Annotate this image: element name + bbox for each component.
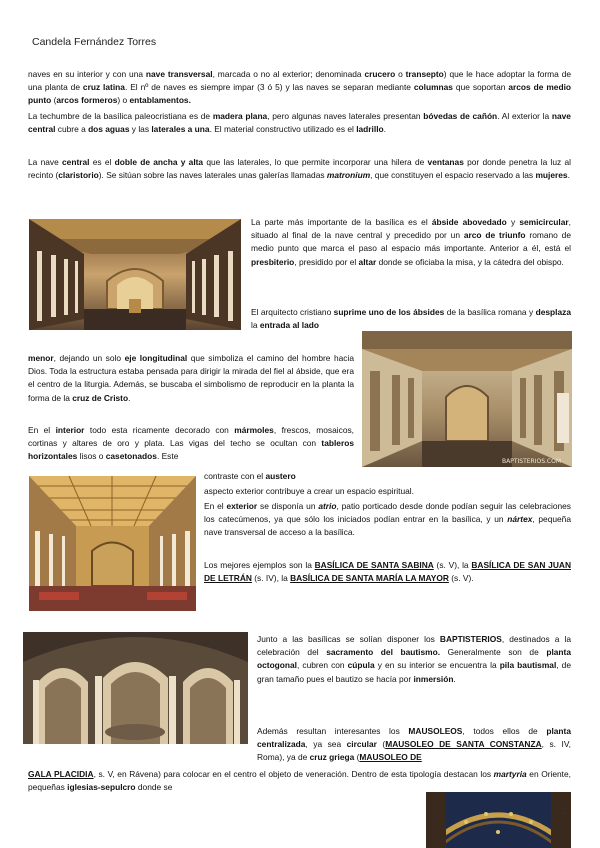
text-run: austero	[265, 471, 296, 481]
text-run: .	[383, 124, 386, 135]
text-run: aspecto exterior contribuye a crear un espacio espiritual.	[204, 486, 414, 496]
text-run: La parte más importante de la basílica es el	[251, 217, 432, 227]
text-run: Los mejores ejemplos son la	[204, 560, 315, 570]
text-run: GALA PLACIDIA	[28, 769, 94, 779]
interior-san-juan-photo	[362, 331, 572, 467]
text-run: En el	[28, 425, 56, 435]
basilica-interior-photo	[362, 331, 572, 467]
baptistery-photo	[23, 632, 248, 744]
text-run: madera plana	[212, 111, 268, 121]
text-run: mujeres	[535, 170, 568, 181]
text-run: , todos ellos de	[462, 726, 547, 736]
text-run: En el	[204, 501, 227, 511]
coffered-ceiling-photo	[29, 476, 196, 611]
paragraph-menor	[28, 352, 354, 405]
text-run: , marcada o no al exterior; denominada	[212, 69, 365, 79]
text-run: , que constituyen el espacio reservado a las	[370, 170, 536, 181]
text-run: cubre a	[55, 124, 89, 135]
techo-casetonado-photo	[29, 476, 196, 611]
text-run: o	[395, 69, 406, 79]
page-number: 2	[562, 806, 568, 816]
text-run: nave central	[28, 111, 571, 135]
text-run: columnas	[413, 82, 453, 93]
text-run: ) que le hace adoptar la forma de una planta de	[28, 69, 572, 93]
text-run: Junto a las basílicas se solían disponer los	[257, 634, 440, 644]
text-run: en Oriente, pequeñas	[28, 769, 571, 793]
text-run: tableros horizontales	[28, 438, 354, 462]
text-run: donde se oficiaba la misa, y la cátedra del obispo.	[376, 256, 564, 267]
text-run: arcos formeros	[56, 95, 118, 106]
text-run: MAUSOLEOS	[408, 726, 463, 736]
text-run: (	[354, 752, 360, 763]
paragraph-interior	[28, 424, 354, 464]
text-run: .	[453, 673, 456, 684]
text-run: , s. V, en Rávena) para colocar en el centro el objeto de veneración. Dentro de esta tipología destacan los	[93, 769, 494, 779]
author-header: Candela Fernández Torres	[32, 36, 157, 48]
text-run: que simboliza el camino del hombre hacia Dios. Toda la estructura estaba pensada para dirigir la mirada del fiel al ábside, que era el centro de la liturgia. Además, se buscaba el simbolismo de reproducir en la planta la forma de la	[28, 353, 355, 403]
text-run: y las	[129, 124, 152, 135]
paragraph-nave-central	[28, 156, 571, 182]
text-run: casetonados	[105, 451, 157, 462]
paragraph-mausoleos	[257, 725, 571, 765]
text-run: doble de ancha y alta	[114, 157, 204, 167]
text-run: la	[251, 320, 260, 331]
text-run: donde se	[135, 782, 173, 793]
text-run: entablamentos.	[129, 95, 191, 106]
text-run: exterior	[226, 501, 258, 511]
text-run: , destinados a la celebración del	[257, 634, 571, 658]
text-run: iglesias-sepulcro	[67, 782, 136, 793]
text-run: , s. IV, Roma), ya de	[257, 739, 571, 763]
text-run: , patio porticado desde donde podían seguir las celebraciones los catecúmenos, ya que sólo los iniciados podían entrar en la basílica, y un	[204, 501, 571, 525]
text-run: . El nº de naves es siempre impar (3 ó 5) y las naves se separan mediante	[124, 82, 414, 93]
text-run: ábside abovedado	[431, 217, 507, 227]
mausoleo-photo	[426, 792, 571, 848]
text-run: cruz latina	[82, 82, 125, 93]
paragraph-ejemplos	[204, 559, 571, 585]
text-run: por donde penetra la luz al recinto (	[28, 157, 571, 181]
text-run: central	[62, 157, 90, 167]
text-run: entrada al lado	[259, 320, 319, 331]
text-run: Generalmente son de	[440, 647, 547, 658]
text-run: (	[376, 739, 386, 750]
text-run: planta octogonal	[257, 647, 571, 671]
text-run: ladrillo	[356, 124, 384, 135]
text-run: (s. IV), la	[251, 573, 291, 584]
text-run: circular	[346, 739, 377, 750]
text-run: desplaza	[535, 307, 571, 317]
mausoleum-mosaic-photo	[426, 792, 571, 848]
text-run: arcos de medio punto	[28, 82, 572, 106]
text-run: eje longitudinal	[124, 353, 188, 363]
paragraph-exterior	[204, 500, 571, 540]
text-run: todo esta ricamente decorado con	[84, 425, 235, 435]
text-run: La techumbre de la basílica paleocristiana es de	[28, 111, 213, 121]
text-run: . El material constructivo utilizado es el	[209, 124, 357, 135]
text-run: interior	[55, 425, 85, 435]
text-run: martyria	[493, 769, 527, 779]
text-run: El arquitecto cristiano	[251, 307, 334, 317]
paragraph-baptisterios	[257, 633, 571, 686]
text-run: , frescos, mosaicos, cortinas y altares de oro y plata. Las vigas del techo se ocultan con	[28, 425, 354, 449]
text-run: BAPTISTERIOS	[439, 634, 502, 644]
photo-watermark: BAPTISTERIOS.COM	[502, 458, 562, 465]
text-run: La nave	[28, 157, 63, 167]
text-run: atrio	[318, 501, 337, 511]
basilica-nave-photo	[29, 219, 241, 330]
text-run: BASÍLICA DE SANTA SABINA	[314, 560, 434, 570]
text-run: presbiterio	[251, 256, 295, 267]
text-run: . Este	[156, 451, 179, 462]
text-run: (s. V), la	[433, 560, 472, 570]
text-run: sacramento del bautismo.	[326, 647, 441, 658]
text-run: lisos o	[77, 451, 106, 462]
paragraph-techumbre	[28, 110, 571, 136]
paragraph-arquitecto	[251, 306, 571, 332]
text-run: , cubren con	[297, 660, 348, 671]
text-run: Además resultan interesantes los	[257, 726, 409, 736]
paragraph-abside	[251, 216, 571, 269]
text-run: , pero algunas naves laterales presentan	[267, 111, 424, 121]
text-run: , situado al final de la nave central y precedido por un	[251, 217, 571, 241]
text-run: altar	[358, 256, 377, 267]
text-run: menor	[28, 353, 54, 363]
text-run: (s. V).	[448, 573, 474, 584]
text-run: que soportan	[452, 82, 509, 93]
text-run: transepto	[405, 69, 444, 79]
paragraph-aspecto	[204, 485, 571, 498]
text-run: planta centralizada	[257, 726, 571, 750]
text-run: , presidido por el	[294, 256, 359, 267]
text-run: , pequeña nave transversal de acceso a la basílica.	[204, 514, 571, 538]
text-run: claristorio	[58, 170, 99, 181]
text-run: ventanas	[427, 157, 464, 167]
text-run: inmersión	[413, 673, 454, 684]
text-run: que las laterales, lo que permite incorporar una hilera de	[203, 157, 428, 167]
text-run: . Al exterior la	[497, 111, 552, 121]
text-run: pila bautismal	[499, 660, 557, 671]
text-run: laterales a una	[151, 124, 210, 135]
paragraph-naves	[28, 68, 571, 108]
nave-central-photo	[29, 219, 241, 330]
text-run: arco de triunfo	[463, 230, 526, 241]
text-run: y en su interior se encuentra la	[374, 660, 500, 671]
text-run: romano de medio punto que marca el paso al espacio más importante. Anterior a él, está el	[251, 230, 571, 254]
text-run: semicircular	[519, 217, 569, 227]
text-run: ) o	[117, 95, 130, 106]
text-run: suprime uno de los ábsides	[333, 307, 445, 317]
text-run: .	[567, 170, 570, 181]
text-run: , de gran tamaño pues el bautizo se hacía por	[257, 660, 571, 684]
baptisterio-photo	[23, 632, 248, 744]
text-run: BASÍLICA DE SANTA MARÍA LA MAYOR	[290, 573, 449, 584]
text-run: .	[128, 392, 131, 403]
text-run: ). Se sitúan sobre las naves laterales unas galerías llamadas	[98, 170, 327, 181]
text-run: MAUSOLEO DE SANTA CONSTANZA	[385, 739, 542, 750]
text-run: cruz de Cristo	[72, 392, 129, 403]
text-run: se disponía un	[257, 501, 319, 511]
text-run: dos aguas	[88, 124, 130, 135]
text-run: (	[51, 95, 57, 106]
text-run: MAUSOLEO DE	[359, 752, 422, 763]
paragraph-gala-placidia	[28, 768, 571, 794]
text-run: es el	[89, 157, 115, 167]
text-run: cúpula	[347, 660, 375, 671]
text-run: nártex	[507, 514, 533, 525]
text-run: y	[506, 217, 520, 227]
text-run: , ya sea	[305, 739, 347, 750]
text-run: matronium	[326, 170, 371, 181]
paragraph-contraste	[204, 470, 354, 483]
text-run: naves en su interior y con una	[28, 69, 146, 79]
text-run: cruz griega	[309, 752, 355, 763]
text-run: mármoles	[234, 425, 274, 435]
text-run: , dejando un solo	[53, 353, 125, 363]
text-run: crucero	[364, 69, 396, 79]
text-run: BASÍLICA DE SAN JUAN DE LETRÁN	[204, 560, 571, 584]
text-run: de la basílica romana y	[444, 307, 536, 317]
text-run: contraste con el	[204, 471, 266, 481]
text-run: bóvedas de cañón	[423, 111, 498, 121]
text-run: nave transversal	[145, 69, 213, 79]
